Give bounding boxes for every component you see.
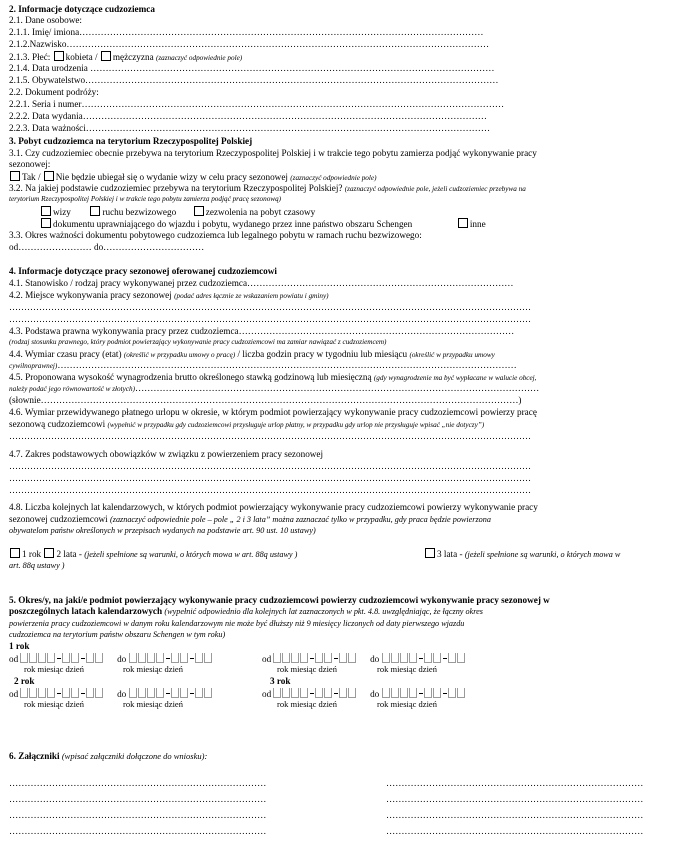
attachment-line-8[interactable]: ………………………………………………………………………… [386, 826, 644, 836]
attachment-line-6[interactable]: ………………………………………………………………………… [386, 794, 644, 804]
two-years-label: 2 lata - [56, 549, 82, 559]
gender-note: (zaznaczyć odpowiednie pole) [155, 54, 243, 62]
no-rest-label: będzie ubiegał się o wydanie wizy w celu pracy sezonowej [69, 172, 288, 182]
year-1b-to-field[interactable] [382, 654, 466, 664]
three-years-note: (jeżeli spełnione są warunki, o których mowa w [464, 550, 621, 559]
year-3-from-label: od [262, 689, 272, 699]
yes-checkbox[interactable] [10, 171, 20, 181]
schengen-doc-checkbox[interactable] [41, 218, 51, 228]
year-1b-to-sub: rok miesiąc dzień [377, 664, 437, 674]
q32-note: (zaznaczyć odpowiednie pole, jeżeli cudzoziemiec przebywa na [344, 185, 526, 193]
year-3-to-sub: rok miesiąc dzień [377, 699, 437, 709]
q43-field[interactable]: 4.3. Podstawa prawna wykonywania pracy przez cudzoziemca……………………………………………………………………………… [9, 326, 515, 336]
visa-free-checkbox[interactable] [90, 206, 100, 216]
travel-document-label: 2.2. Dokument podróży: [9, 87, 99, 97]
section-2-title: 2. Informacje dotyczące cudzoziemca [9, 4, 155, 14]
section-5-title-2: poszczególnych latach kalendarzowych [9, 606, 163, 616]
q44-line[interactable]: …………………………………………………………………………………………………………………………………… [57, 360, 517, 370]
q46-row-2 [9, 419, 484, 431]
section-5-row-2 [9, 606, 483, 617]
year-1-label: 1 rok [9, 641, 30, 651]
attachment-line-7[interactable]: ………………………………………………………………………… [386, 810, 644, 820]
q33-date-fields[interactable]: od…………………… do…………………………… [9, 242, 205, 252]
section-5-title: 5. Okres/y, na jaki/e podmiot powierzający wykonywanie pracy cudzoziemcowi powierzy cudzoziemcowi wykonywanie pracy sezonowej w [9, 595, 550, 605]
q31-text-2: sezonowej: [9, 159, 51, 169]
year-1b-from-field[interactable] [273, 654, 357, 664]
year-1-to-label: do [117, 654, 127, 664]
q42-note: (podać adres łącznie ze wskazaniem powiatu i gminy) [174, 292, 329, 300]
q46-text-2: sezonową cudzoziemcowi [9, 419, 106, 429]
q31-note: (zaznaczyć odpowiednie pole) [290, 174, 377, 182]
q33-text: 3.3. Okres ważności dokumentu pobytowego cudzoziemca lub legalnego pobytu w ramach ruchu bezwizowego: [9, 230, 422, 240]
q48-options [9, 548, 297, 560]
q46-text: 4.6. Wymiar przewidywanego płatnego urlopu w okresie, w którym podmiot powierzający wykonywanie pracy cudzoziemcowi powierzy pracę [9, 407, 537, 417]
year-1-to-field[interactable] [129, 654, 213, 664]
q48-row-2 [9, 514, 491, 525]
attachment-line-1[interactable]: ………………………………………………………………………… [9, 778, 267, 788]
q44-note: (określić w przypadku umowy o pracę) [123, 351, 236, 359]
q45-line[interactable]: …………………………………………………………………………………………………………………… [134, 383, 540, 393]
section-3-title: 3. Pobyt cudzoziemca na terytorium Rzeczypospolitej Polskiej [9, 136, 253, 146]
two-years-checkbox[interactable] [44, 548, 54, 558]
q32-options-row2 [40, 218, 486, 230]
year-2-to-field[interactable] [129, 689, 213, 699]
q44-note-3: cywilnoprawnej) [9, 362, 58, 370]
q32-text: 3.2. Na jakiej podstawie cudzoziemiec przebywa na terytorium Rzeczypospolitej Polskiej? [9, 183, 343, 193]
q48-note: (zaznaczyć odpowiednie pole – pole „ 2 i 3 lata” można zaznaczać tylko w przypadku, gdy praca będzie powierzona [110, 515, 491, 524]
q47-text: 4.7. Zakres podstawowych obowiązków w związku z powierzeniem pracy sezonowej [9, 449, 324, 459]
year-1b-to-label: do [370, 654, 380, 664]
q47-line-2[interactable]: ………………………………………………………………………………………………………………………………………………………… [9, 473, 531, 483]
three-years-label: 3 lata - [437, 549, 463, 559]
q46-line[interactable]: ………………………………………………………………………………………………………………………………………………………… [9, 431, 531, 441]
section-5-note-3: cudzoziemca na terytorium państw obszaru Schengen w tym roku) [9, 630, 226, 639]
issue-date-field[interactable]: 2.2.2. Data wydania…………………………………………………………………………………………………………………… [9, 111, 487, 121]
year-1-to-sub: rok miesiąc dzień [123, 664, 183, 674]
q41-field[interactable]: 4.1. Stanowisko / rodzaj pracy wykonywanej przez cudzoziemca…………………………………………………………………………… [9, 278, 514, 288]
male-checkbox[interactable] [101, 51, 111, 61]
q42-line-1[interactable]: ………………………………………………………………………………………………………………………………………………………… [9, 302, 531, 312]
personal-data-label: 2.1. Dane osobowe: [9, 15, 82, 25]
q44-text: 4.4. Wymiar czasu pracy (etat) [9, 349, 122, 359]
year-1b-from-sub: rok miesiąc dzień [277, 664, 337, 674]
section-6-row [9, 751, 207, 762]
section-5-note: (wypełnić odpowiednio dla kolejnych lat zaznaczonych w pkt. 4.8. uwzględniając, że łączny okres [164, 607, 483, 616]
q45-note-2: należy podać jego równowartość w złotych) [9, 385, 135, 393]
section-6-title: 6. Załączniki [9, 751, 60, 761]
q45-row-2 [9, 383, 539, 395]
q45-in-words[interactable]: (słownie…………………………………………………………………………………………………………………………………………) [9, 395, 522, 405]
q32-note-2: terytorium Rzeczypospolitej Polskiej i w trakcie tego pobytu zamierza podjąć pracę sezonową) [9, 195, 282, 203]
citizenship-field[interactable]: 2.1.5. Obywatelstwo……………………………………………………………………………………………………………………… [9, 75, 499, 85]
attachment-line-2[interactable]: ………………………………………………………………………… [9, 794, 267, 804]
year-2-to-sub: rok miesiąc dzień [123, 699, 183, 709]
year-2-from-label: od [9, 689, 19, 699]
q48-text: 4.8. Liczba kolejnych lat kalendarzowych, w których podmiot powierzający wykonywanie pracy cudzoziemcowi powierzy wykonywanie pracy [9, 502, 538, 512]
year-2-label: 2 rok [14, 676, 35, 686]
one-year-label: 1 rok [22, 549, 42, 559]
three-years-checkbox[interactable] [425, 548, 435, 558]
three-years-note-2: art. 88q ustawy ) [9, 561, 65, 570]
year-2-from-field[interactable] [20, 689, 104, 699]
q42-text: 4.2. Miejsce wykonywania pracy sezonowej [9, 290, 172, 300]
q44-row-2 [9, 360, 517, 372]
q45-text: 4.5. Proponowana wysokość wynagrodzenia brutto określonego stawką godzinową lub miesięczną [9, 372, 372, 382]
other-checkbox[interactable] [458, 218, 468, 228]
section-6-note: (wpisać załączniki dołączone do wniosku): [61, 751, 208, 761]
yes-label: Tak / [22, 172, 41, 182]
year-2-to-label: do [117, 689, 127, 699]
first-name-field[interactable]: 2.1.1. Imię/ imiona…………………………………………………………………………………………………………………… [9, 27, 484, 37]
year-3-to-field[interactable] [382, 689, 466, 699]
q42-row [9, 290, 329, 302]
female-checkbox[interactable] [54, 51, 64, 61]
q48-text-2: sezonowej cudzoziemcowi [9, 514, 108, 524]
residence-permit-checkbox[interactable] [194, 206, 204, 216]
visa-free-label: ruchu bezwizowego [102, 207, 177, 217]
attachment-line-4[interactable]: ………………………………………………………………………… [9, 826, 267, 836]
visa-label: wizy [53, 207, 71, 217]
visa-checkbox[interactable] [41, 206, 51, 216]
birth-date-field[interactable]: 2.1.4. Data urodzenia …………………………………………………………………………………………………………………… [9, 63, 495, 73]
year-3-label: 3 rok [270, 676, 291, 686]
year-1-from-label: od [9, 654, 19, 664]
year-2-from-sub: rok miesiąc dzień [24, 699, 84, 709]
q48-option-3 [424, 548, 620, 560]
q42-line-2[interactable]: ………………………………………………………………………………………………………………………………………………………… [9, 314, 531, 324]
year-3-to-label: do [370, 689, 380, 699]
q48-note-2: obywatelom państw określonych w przepisach wydanych na podstawie art. 90 ust. 10 ustawy) [9, 526, 316, 535]
no-label: Nie [55, 172, 70, 182]
q46-note: (wypełnić w przypadku gdy cudzoziemcowi przysługuje urlop płatny, w przypadku gdy urlop nie przysługuje wpisać „nie dotyczy”) [107, 421, 485, 429]
q31-text: 3.1. Czy cudzoziemiec obecnie przebywa na terytorium Rzeczypospolitej Polskiej i w trakcie tego pobytu zamierza podjąć wykonywanie pracy [9, 148, 537, 158]
schengen-doc-label: dokumentu uprawniającego do wjazdu i pobytu, wydanego przez inne państwo obszaru Schengen [53, 219, 413, 229]
year-3-from-sub: rok miesiąc dzień [277, 699, 337, 709]
male-label: mężczyzna [112, 52, 154, 62]
two-years-note: (jeżeli spełnione są warunki, o których mowa w art. 88q ustawy ) [84, 550, 298, 559]
no-checkbox[interactable] [44, 171, 54, 181]
q47-line-3[interactable]: ………………………………………………………………………………………………………………………………………………………… [9, 485, 531, 495]
attachment-line-3[interactable]: ………………………………………………………………………… [9, 810, 267, 820]
year-3-from-field[interactable] [273, 689, 357, 699]
expiry-date-field[interactable]: 2.2.3. Data ważności…………………………………………………………………………………………………………………… [9, 123, 491, 133]
q45-note: (gdy wynagrodzenie ma być wypłacane w walucie obcej, [373, 374, 537, 382]
other-label: inne [469, 219, 486, 229]
surname-field[interactable]: 2.1.2.Nazwisko………………………………………………………………………………………………………………………… [9, 39, 490, 49]
attachment-line-5[interactable]: ………………………………………………………………………… [386, 778, 644, 788]
female-label: kobieta / [65, 52, 98, 62]
gender-label: 2.1.3. Płeć: [9, 52, 51, 62]
q47-line-1[interactable]: ………………………………………………………………………………………………………………………………………………………… [9, 461, 531, 471]
q32-options-row1 [40, 206, 315, 218]
q44-note-2: (określić w przypadku umowy [409, 351, 495, 359]
document-number-field[interactable]: 2.2.1. Seria i numer………………………………………………………………………………………………………………………… [9, 99, 505, 109]
q44-mid: / liczba godzin pracy w tygodniu lub miesiącu [235, 349, 408, 359]
year-1-from-sub: rok miesiąc dzień [24, 664, 84, 674]
section-4-title: 4. Informacje dotyczące pracy sezonowej oferowanej cudzoziemcowi [9, 266, 277, 276]
q43-note: (rodzaj stosunku prawnego, który podmiot powierzający wykonywanie pracy cudzoziemcowi ma zamiar nawiązać z cudzoziemcem) [9, 338, 387, 346]
section-5-note-2: powierzenia pracy cudzoziemcowi w danym roku kalendarzowym nie może być dłuższy niż 9 miesięcy liczonych od daty pierwszego wjazdu [9, 619, 465, 628]
year-1b-from-label: od [262, 654, 272, 664]
year-1-from-field[interactable] [20, 654, 104, 664]
one-year-checkbox[interactable] [10, 548, 20, 558]
residence-permit-label: zezwolenia na pobyt czasowy [205, 207, 316, 217]
